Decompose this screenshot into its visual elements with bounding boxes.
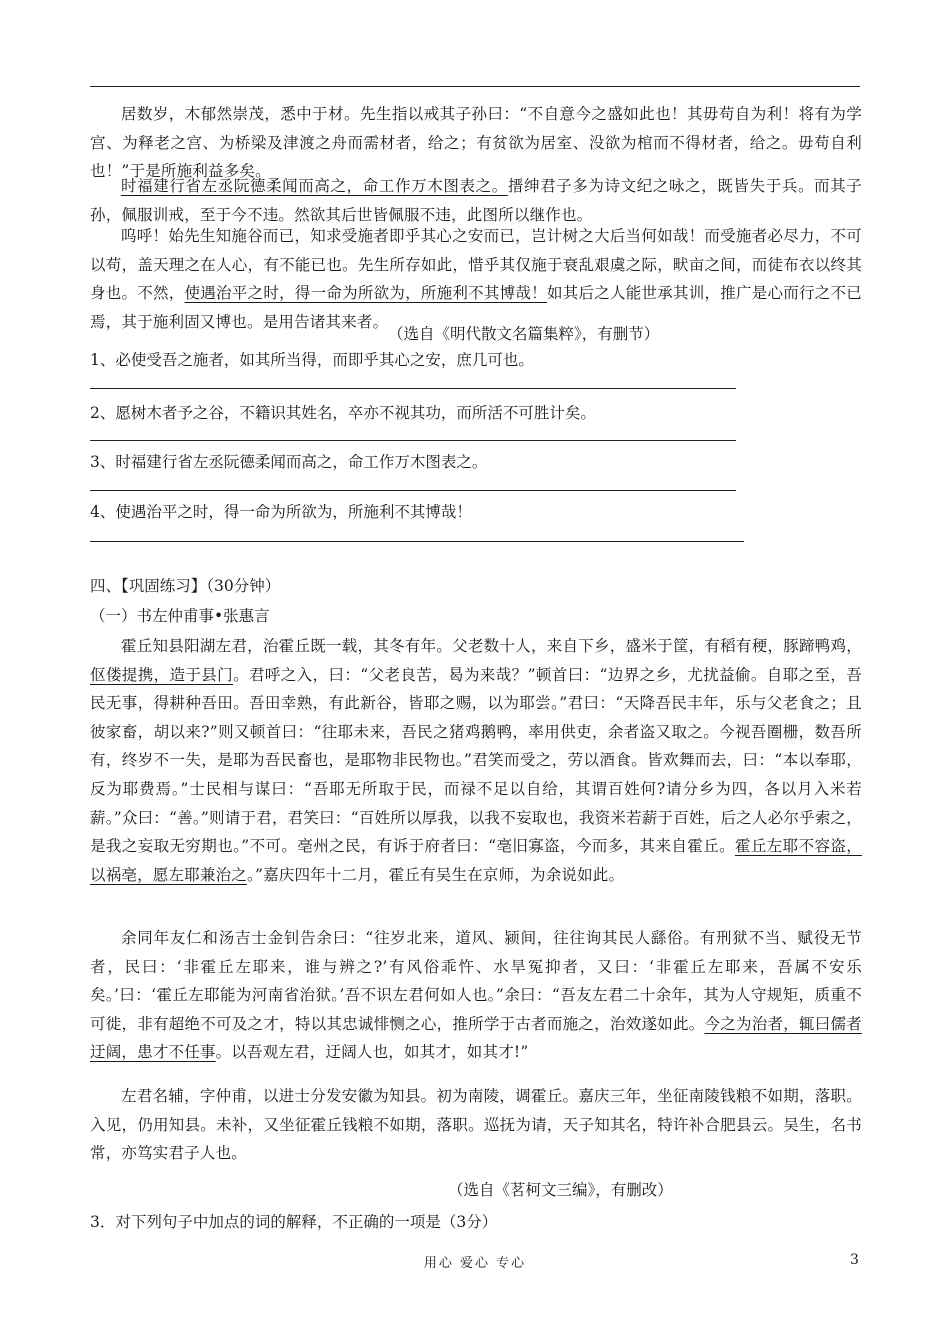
passage1-p3-a: 呜呼！始先生知施谷而已，知求受施者即乎其心之安而已，岂计树之大后当何如哉！而受施者必尽力，不可以苟，盖天理之在人心，有不能已也。先生所存如此，惜乎其仅施于衰乱艰虞之际，畎亩之间，而徒布衣以终其身也。不然， bbox=[90, 227, 862, 303]
passage2-p2-underlined: 今之为治者，辄曰儒者迂阔，患才不任事 bbox=[90, 1014, 862, 1062]
passage2-p1-b: 。君呼之入，曰：“父老良苦，曷为来哉？”顿首曰：“边界之乡，尤扰益偷。自耶之至，吾民无事，得耕种吾田。吾田幸熟，有此新谷，皆耶之赐，以为耶尝。”君曰：“天降吾民丰年，乐与父老食之；且彼家畜，胡以来?”则又顿首曰：“往耶未来，吾民之猪鸡鹅鸭，率用供吏，余者盗又取之。今视吾圈栅，数吾所有，终岁不一失，是耶为吾民畜也，是耶物非民物也。”君笑而受之，劳以酒食。皆欢舞而去，曰：“本以奉耶，反为耶费焉。”士民相与谋曰：“吾耶无所取于民，而禄不足以自给，其谓百姓何?请分乡为四，各以月入米若薪。”众曰：“善。”则请于君，君笑曰：“百姓所以厚我，以我不妄取也，我资米若薪于百姓，后之人必尔乎索之，是我之妄取无穷期也。”不可。亳州之民，有诉于府者曰：“亳旧寡盗，今而多，其来自霍丘。 bbox=[90, 665, 862, 856]
passage2-p2-b: 。以吾观左君，迂阔人也，如其才，如其才!” bbox=[215, 1043, 529, 1062]
passage1-p3-underlined: 使遇治平之时，得一命为所欲为，所施利不其博哉！ bbox=[184, 284, 547, 303]
answer-line-3 bbox=[90, 490, 736, 491]
translate-item-1: 1、必使受吾之施者，如其所当得，而即乎其心之安，庶几可也。 bbox=[90, 351, 534, 369]
passage1-p2-underlined: 时福建行省左丞阮德柔闻而高之，命工作万木图表之。 bbox=[121, 177, 508, 195]
passage2-p1-c: 。”嘉庆四年十二月，霍丘有吴生在京师，为余说如此。 bbox=[247, 865, 625, 884]
passage2-paragraph-1 bbox=[90, 632, 862, 889]
page-number: 3 bbox=[850, 1252, 859, 1268]
passage2-p1-underlined-1: 伛偻提携，造于县门 bbox=[90, 665, 234, 684]
top-rule bbox=[90, 86, 860, 87]
answer-line-2 bbox=[90, 440, 736, 441]
passage1-paragraph-3 bbox=[90, 222, 862, 336]
translate-item-3: 3、时福建行省左丞阮德柔闻而高之，命工作万木图表之。 bbox=[90, 453, 488, 471]
passage1-p1-text: 居数岁，木郁然崇茂，悉中于材。先生指以戒其子孙曰：“不自意今之盛如此也！其毋苟自为利！将有为学宫、为释老之宫、为桥梁及津渡之舟而需材者，给之；有贫欲为居室、没欲为棺而不得材者，给之。毋苟自利也！”于是所施利益多矣。 bbox=[90, 105, 862, 181]
passage2-paragraph-2 bbox=[90, 924, 862, 1067]
passage2-source: （选自《茗柯文三编》，有删改） bbox=[448, 1181, 673, 1199]
question-3: 3．对下列句子中加点的词的解释，不正确的一项是（3分） bbox=[90, 1213, 498, 1231]
passage1-source: （选自《明代散文名篇集粹》，有删节） bbox=[388, 325, 660, 343]
passage2-p3-text: 左君名辅，字仲甫，以进士分发安徽为知县。初为南陵，调霍丘。嘉庆三年，坐征南陵钱粮不如期，落职。入见，仍用知县。未补，又坐征霍丘钱粮不如期，落职。巡抚为请，天子知其名，特许补合肥县云。吴生，名书常，亦笃实君子人也。 bbox=[90, 1087, 862, 1163]
passage2-p2-a: 余同年友仁和汤吉士金钊告余曰：“往岁北来，道风、颍间，往往询其民人繇俗。有刑狱不当、赋役无节者，民曰：‘非霍丘左耶来，谁与辨之?’有风俗乖忤、水旱冤抑者，又曰：‘非霍丘左耶来，吾属不安乐矣。’曰：‘霍丘左耶能为河南省治狱。’吾不识左君何如人也。”余曰：“吾友左君二十余年，其为人守规矩，质重不可徙，非有超绝不可及之才，特以其忠诚悱恻之心，推所学于古者而施之，治效遂如此。 bbox=[90, 929, 862, 1033]
answer-line-1 bbox=[90, 388, 736, 389]
footer-motto: 用心 爱心 专心 bbox=[423, 1256, 527, 1271]
passage2-p1-a: 霍丘知县阳湖左君，治霍丘既一载，其冬有年。父老数十人，来自下乡，盛米于筐，有稻有稉，豚蹄鸭鸡， bbox=[121, 637, 862, 655]
passage2-paragraph-3 bbox=[90, 1082, 862, 1168]
section-heading: 四、【巩固练习】（30分钟） bbox=[90, 577, 281, 595]
passage1-p3-b: 如其后之人能世承其训，推广是心而行之不已焉，其于施利固又博也。是用告诸其来者。 bbox=[90, 284, 862, 331]
translate-item-4: 4、使遇治平之时，得一命为所欲为，所施利不其博哉！ bbox=[90, 503, 472, 521]
passage1-paragraph-2 bbox=[90, 172, 862, 229]
section-sub-heading: （一）书左仲甫事•张惠言 bbox=[90, 607, 270, 625]
passage2-p1-underlined-2: 霍丘左耶不容盗，以祸亳，愿左耶兼治之 bbox=[90, 837, 862, 884]
passage1-p2-rest: 搢绅君子多为诗文纪之咏之，既皆失于兵。而其子孙，佩服训戒，至于今不违。然欲其后世皆佩服不违，此图所以继作也。 bbox=[90, 177, 862, 224]
translate-item-2: 2、愿树木者予之谷，不籍识其姓名，卒亦不视其功，而所活不可胜计矣。 bbox=[90, 404, 596, 422]
answer-line-4 bbox=[90, 541, 744, 542]
